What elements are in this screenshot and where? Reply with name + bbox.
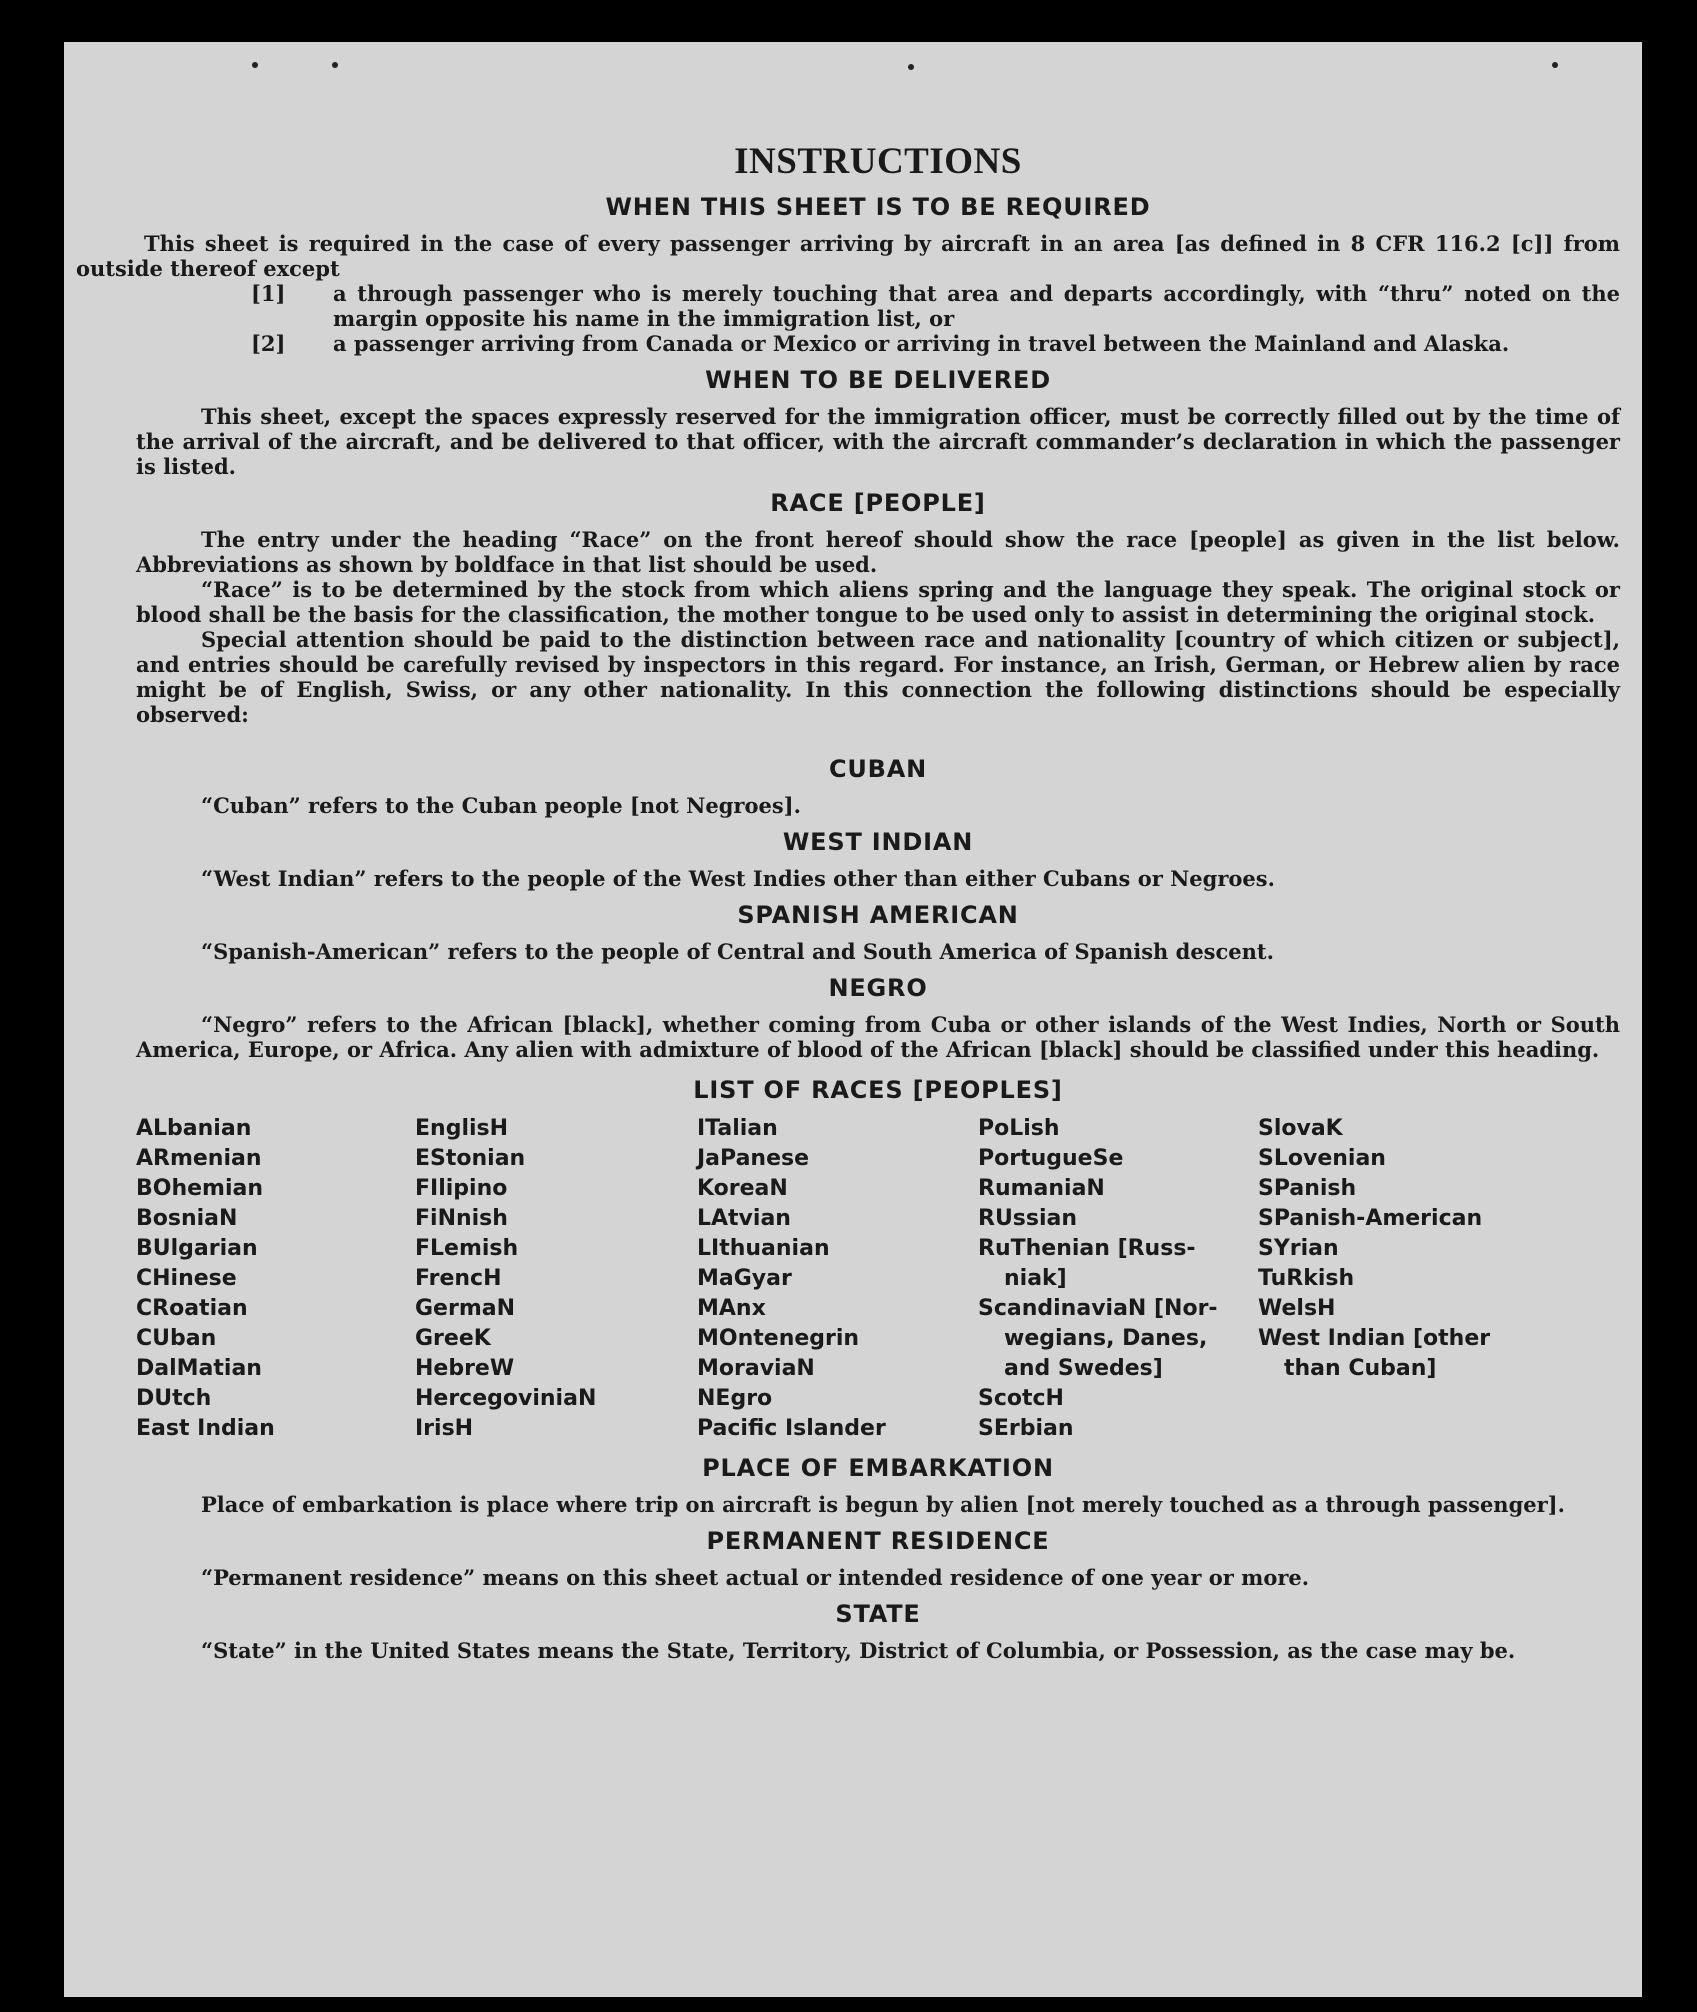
race-list-item: and Swedes] xyxy=(1004,1356,1163,1381)
race-list-item: ScotcH xyxy=(978,1386,1064,1411)
exception-item-1 xyxy=(251,281,1620,331)
heading-spanish-american: SPANISH AMERICAN xyxy=(737,901,1019,929)
race-list xyxy=(136,1114,1620,1444)
race-list-item: ARmenian xyxy=(136,1146,262,1171)
race-list-item: FIlipino xyxy=(415,1176,508,1201)
heading-permanent-residence: PERMANENT RESIDENCE xyxy=(706,1527,1050,1555)
race-list-item: DUtch xyxy=(136,1386,212,1411)
race-column-1 xyxy=(136,1114,415,1444)
permanent-residence-text: “Permanent residence” means on this sheet actual or intended residence of one year or more. xyxy=(201,1565,1310,1590)
race-list-item: SPanish xyxy=(1258,1176,1357,1201)
when-delivered-text: This sheet, except the spaces expressly reserved for the immigration officer, must be correctly filled out by the time of the arrival of the aircraft, and be delivered to that officer, with the aircraft commander’s declaration in which the passenger is listed. xyxy=(136,404,1620,479)
race-list-item: PoLish xyxy=(978,1116,1060,1141)
punch-hole-mark xyxy=(1552,62,1558,68)
state-text: “State” in the United States means the State, Territory, District of Columbia, or Possession, as the case may be. xyxy=(201,1638,1516,1663)
page-title: INSTRUCTIONS xyxy=(734,141,1022,182)
race-list-item: niak] xyxy=(1004,1266,1067,1291)
race-list-item: HebreW xyxy=(415,1356,515,1381)
race-list-item: SLovenian xyxy=(1258,1146,1386,1171)
race-list-item: BOhemian xyxy=(136,1176,264,1201)
race-list-item: RumaniaN xyxy=(978,1176,1105,1201)
race-list-item: FrencH xyxy=(415,1266,502,1291)
race-list-item: JaPanese xyxy=(697,1146,810,1171)
heading-west-indian: WEST INDIAN xyxy=(782,828,974,856)
heading-negro: NEGRO xyxy=(828,974,928,1002)
race-list-item: BosniaN xyxy=(136,1206,238,1231)
race-list-item: NEgro xyxy=(697,1386,773,1411)
heading-cuban: CUBAN xyxy=(828,755,928,783)
punch-hole-mark xyxy=(252,62,258,68)
race-list-item: West Indian [other xyxy=(1258,1326,1491,1351)
race-list-item: SPanish-American xyxy=(1258,1206,1483,1231)
heading-embarkation: PLACE OF EMBARKATION xyxy=(702,1454,1054,1482)
race-column-2 xyxy=(415,1114,697,1444)
race-list-item: PortugueSe xyxy=(978,1146,1124,1171)
exception-item-2 xyxy=(251,331,1620,356)
race-list-item: MAnx xyxy=(697,1296,766,1321)
race-list-item: GreeK xyxy=(415,1326,491,1351)
race-list-item: SErbian xyxy=(978,1416,1074,1441)
race-paragraph-1: The entry under the heading “Race” on the front hereof should show the race [people] as given in the list below. Abbreviations as shown by boldface in that list should be used. xyxy=(136,527,1620,577)
spanish-american-text: “Spanish-American” refers to the people of Central and South America of Spanish descent. xyxy=(201,939,1274,964)
race-list-item: FLemish xyxy=(415,1236,519,1261)
race-list-item: East Indian xyxy=(136,1416,275,1441)
cuban-text: “Cuban” refers to the Cuban people [not Negroes]. xyxy=(201,793,801,818)
race-list-item: GermaN xyxy=(415,1296,516,1321)
race-list-item: LIthuanian xyxy=(697,1236,830,1261)
heading-state: STATE xyxy=(835,1600,921,1628)
race-list-item: wegians, Danes, xyxy=(1004,1326,1208,1351)
exception-item-number: [2] xyxy=(251,331,286,356)
race-list-item: WelsH xyxy=(1258,1296,1336,1321)
race-list-item: ALbanian xyxy=(136,1116,252,1141)
race-list-item: ScandinaviaN [Nor- xyxy=(978,1296,1218,1321)
race-list-item: BUlgarian xyxy=(136,1236,258,1261)
race-list-item: EnglisH xyxy=(415,1116,509,1141)
heading-when-delivered: WHEN TO BE DELIVERED xyxy=(705,366,1051,394)
heading-list-of-races: LIST OF RACES [PEOPLES] xyxy=(693,1076,1063,1104)
race-list-item: CUban xyxy=(136,1326,217,1351)
race-list-item: Pacific Islander xyxy=(697,1416,886,1441)
exception-item-number: [1] xyxy=(251,281,286,306)
race-column-3 xyxy=(697,1114,978,1444)
race-list-item: MOntenegrin xyxy=(697,1326,860,1351)
race-list-item: RUssian xyxy=(978,1206,1078,1231)
race-list-item: than Cuban] xyxy=(1284,1356,1437,1381)
negro-text: “Negro” refers to the African [black], whether coming from Cuba or other islands of the West Indies, North or South America, Europe, or Africa. Any alien with admixture of blood of the African [black] should be classified under this heading. xyxy=(136,1012,1620,1062)
race-paragraph-3: Special attention should be paid to the distinction between race and nationality [country of which citizen or subject], and entries should be carefully revised by inspectors in this regard. For instance, an Irish, German, or Hebrew alien by race might be of English, Swiss, or any other nationality. In this connection the following distinctions should be especially observed: xyxy=(136,627,1620,727)
race-list-item: CRoatian xyxy=(136,1296,248,1321)
exception-item-text: a through passenger who is merely touching that area and departs accordingly, with “thru” noted on the margin opposite his name in the immigration list, or xyxy=(333,281,1620,331)
race-list-item: DalMatian xyxy=(136,1356,262,1381)
exception-item-text: a passenger arriving from Canada or Mexico or arriving in travel between the Mainland and Alaska. xyxy=(333,331,1510,356)
document-page xyxy=(64,42,1642,1997)
race-paragraph-2: “Race” is to be determined by the stock from which aliens spring and the language they speak. The original stock or blood shall be the basis for the classification, the mother tongue to be used only to assist in determining the original stock. xyxy=(136,577,1620,627)
race-list-item: HercegoviniaN xyxy=(415,1386,597,1411)
race-list-item: SlovaK xyxy=(1258,1116,1343,1141)
punch-hole-mark xyxy=(332,62,338,68)
race-list-item: ITalian xyxy=(697,1116,778,1141)
embarkation-text: Place of embarkation is place where trip on aircraft is begun by alien [not merely touched as a through passenger]. xyxy=(201,1492,1565,1517)
race-list-item: EStonian xyxy=(415,1146,526,1171)
race-list-item: TuRkish xyxy=(1258,1266,1355,1291)
race-column-5 xyxy=(1258,1114,1538,1444)
heading-when-required: WHEN THIS SHEET IS TO BE REQUIRED xyxy=(605,193,1151,221)
race-list-item: SYrian xyxy=(1258,1236,1339,1261)
west-indian-text: “West Indian” refers to the people of the West Indies other than either Cubans or Negroes. xyxy=(201,866,1275,891)
when-required-intro: This sheet is required in the case of every passenger arriving by aircraft in an area [as defined in 8 CFR 116.2 [c]] from outside thereof except xyxy=(76,231,1620,281)
race-list-item: CHinese xyxy=(136,1266,237,1291)
race-list-item: IrisH xyxy=(415,1416,474,1441)
race-list-item: LAtvian xyxy=(697,1206,791,1231)
race-column-4 xyxy=(978,1114,1258,1444)
heading-race: RACE [PEOPLE] xyxy=(770,489,986,517)
race-list-item: MaGyar xyxy=(697,1266,792,1291)
race-list-item: KoreaN xyxy=(697,1176,788,1201)
race-list-item: MoraviaN xyxy=(697,1356,815,1381)
punch-hole-mark xyxy=(908,64,914,70)
race-list-item: FiNnish xyxy=(415,1206,508,1231)
instructions-content xyxy=(76,140,1620,1663)
race-list-item: RuThenian [Russ- xyxy=(978,1236,1196,1261)
